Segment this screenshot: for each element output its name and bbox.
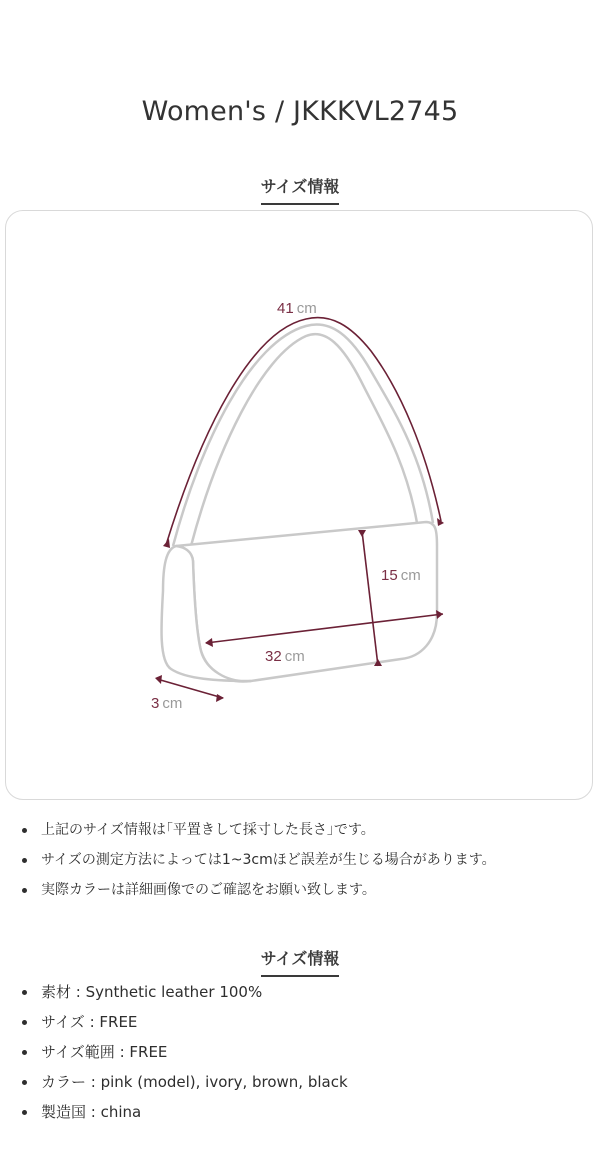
spec-material: 素材 : Synthetic leather 100% [41,983,263,1001]
size-info-heading-wrap [0,174,600,205]
bullet-icon [22,858,27,863]
spec-list [0,977,600,1127]
width-arrow-right [436,610,443,619]
bullet-icon [22,1080,27,1085]
strap-measure-line [166,318,441,545]
width-value: 32 [265,648,282,665]
list-item [0,815,600,845]
list-item [0,875,600,905]
strap-length-value: 41 [277,300,294,317]
bag-diagram [6,211,594,801]
spec-origin: 製造国 : china [41,1103,142,1121]
strap-length-unit: cm [296,300,317,317]
size-info-heading: サイズ情報 [261,174,340,205]
size-diagram-box [5,210,593,800]
depth-arrow-right [216,694,224,702]
depth-unit: cm [162,695,183,712]
height-label [381,567,421,584]
list-item [0,1067,600,1097]
height-unit: cm [400,567,421,584]
depth-label [151,695,182,712]
width-unit: cm [284,648,305,665]
list-item [0,1007,600,1037]
list-item [0,1097,600,1127]
strap-arrow-left [163,539,170,548]
width-label [265,648,305,665]
bullet-icon [22,828,27,833]
depth-value: 3 [151,695,160,712]
bag-body [176,522,437,682]
bullet-icon [22,1050,27,1055]
list-item [0,977,600,1007]
list-item [0,1037,600,1067]
list-item [0,845,600,875]
height-value: 15 [381,567,398,584]
spec-colors: カラー : pink (model), ivory, brown, black [41,1073,348,1091]
bullet-icon [22,888,27,893]
bullet-icon [22,1110,27,1115]
spec-size: サイズ : FREE [41,1013,138,1031]
depth-arrow-left [155,675,162,684]
spec-heading: サイズ情報 [261,946,340,977]
bullet-icon [22,990,27,995]
bag-strap-inner [191,334,417,546]
bullet-icon [22,1020,27,1025]
bag-strap-outer [173,324,433,546]
note-text: サイズの測定方法によっては1~3cmほど誤差が生じる場合があります。 [41,852,496,868]
spec-size-range: サイズ範囲 : FREE [41,1043,168,1061]
strap-length-label [277,300,317,317]
size-notes-list [0,815,600,905]
spec-heading-wrap [0,946,600,977]
page-title: Women's / JKKKVL2745 [141,96,459,127]
note-text: 上記のサイズ情報は｢平置きして採寸した長さ｣です。 [41,822,375,838]
note-text: 実際カラーは詳細画像でのご確認をお願い致します。 [41,882,376,898]
